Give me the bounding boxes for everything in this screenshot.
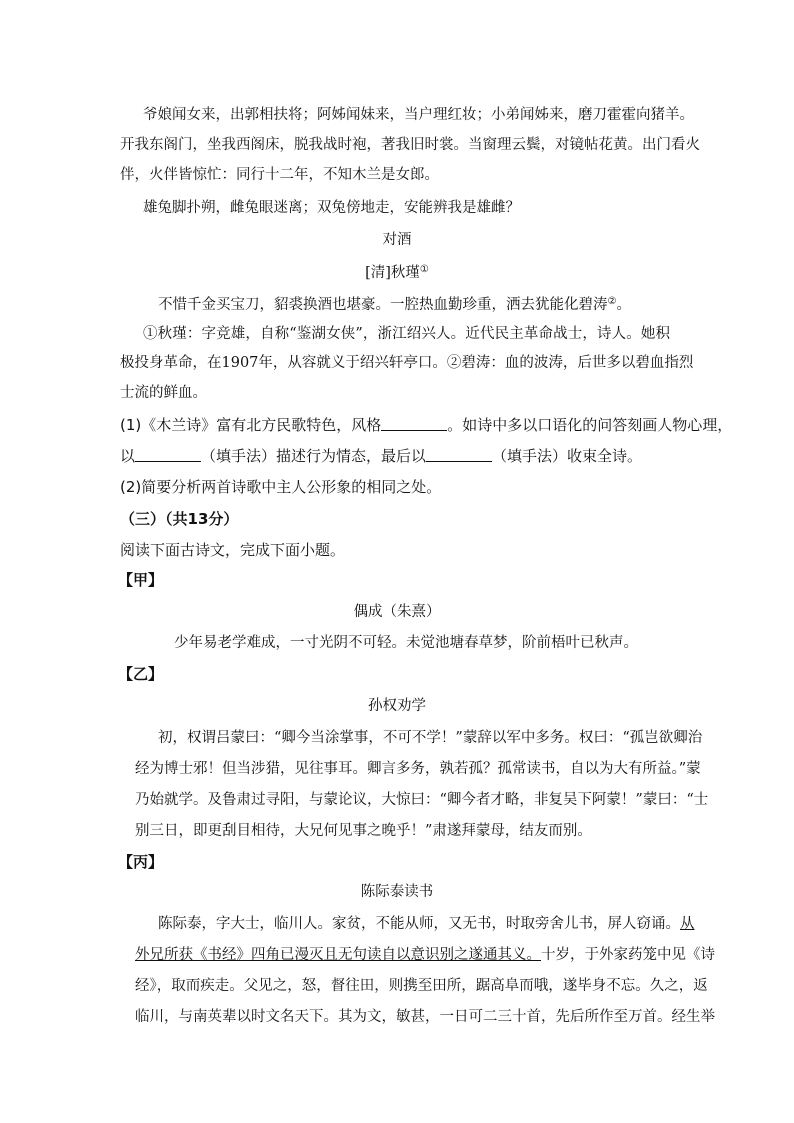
duijiu-note-3: 士流的鲜血。 [120, 385, 207, 401]
duijiu-note-2: 极投身革命，在1907年，从容就义于绍兴轩亭口。②碧涛：血的波涛，后世多以碧血指烈 [120, 355, 694, 371]
label-yi: 【乙】 [118, 665, 164, 683]
bing-line-3: 经》，取而疾走。父见之，怒，督往田，则携至田所，踞高阜而哦，遂毕身不忘。久之，返 [135, 978, 708, 994]
yi-line-4: 别三日，即更刮目相待，大兄何见事之晚乎！”肃遂拜蒙母，结友而别。 [135, 823, 592, 839]
answer-blank-3[interactable] [426, 447, 492, 462]
bing-title: 陈际泰读书 [360, 884, 434, 900]
yi-line-3: 乃始就学。及鲁肃过寻阳，与蒙论议，大惊曰：“卿今者才略，非复吴下阿蒙！”蒙曰：“士 [135, 792, 709, 808]
bing-underlined-1: 从 [680, 916, 695, 932]
question-1-text-c: 以 [120, 447, 136, 465]
mulan-line-4: 雄兔脚扑朔，雌兔眼迷离；双兔傍地走，安能辨我是雄雌？ [143, 200, 520, 216]
section-3-instruction: 阅读下面古诗文，完成下面小题。 [120, 541, 346, 559]
yi-line-1: 初，权谓吕蒙曰：“卿今当涂掌事，不可不学！”蒙辞以军中多务。权曰：“孤岂欲卿治 [158, 730, 703, 746]
bing-line-4: 临川，与南英辈以时文名天下。其为文，敏甚，一日可二三十首，先后所作至万首。经生举 [135, 1009, 715, 1025]
question-1-text-d: （填手法）描述行为情态，最后以 [201, 447, 427, 465]
yi-line-2: 经为博士邪！但当涉猎，见往事耳。卿言多务，孰若孤？孤常读书，自以为大有所益。”蒙 [135, 761, 701, 777]
bing-line-1 [158, 914, 695, 934]
duijiu-poem-end: 。 [616, 297, 631, 313]
footnote-mark-2: ② [607, 296, 617, 307]
section-3-heading: （三）（共13分） [120, 510, 239, 528]
duijiu-author-name: [清]秋瑾 [365, 265, 420, 281]
yi-title: 孙权劝学 [368, 698, 426, 714]
question-1-text-b: 。如诗中多以口语化的问答刻画人物心理， [447, 416, 733, 434]
duijiu-author [0, 260, 794, 283]
mulan-line-3: 伴，火伴皆惊忙：同行十二年，不知木兰是女郎。 [120, 167, 439, 183]
question-1-text-e: （填手法）收束全诗。 [492, 447, 643, 465]
mulan-line-1: 爷娘闻女来，出郭相扶将；阿姊闻妹来，当户理红妆；小弟闻姊来，磨刀霍霍向猪羊。 [143, 107, 694, 123]
jia-poem: 少年易老学难成，一寸光阴不可轻。未觉池塘春草梦，阶前梧叶已秋声。 [174, 635, 638, 651]
label-jia: 【甲】 [118, 571, 164, 589]
answer-blank-2[interactable] [135, 447, 201, 462]
duijiu-title: 对酒 [382, 232, 412, 248]
question-1-text-a: (1)《木兰诗》富有北方民歌特色，风格 [120, 416, 382, 434]
question-1-line-1 [120, 415, 732, 435]
duijiu-note-1: ①秋瑾：字竞雄，自称“鉴湖女侠”，浙江绍兴人。近代民主革命战士，诗人。她积 [143, 326, 670, 342]
bing-line-1-text: 陈际泰，字大士，临川人。家贫，不能从师，又无书，时取旁舍儿书，屏人窃诵。 [158, 916, 680, 932]
answer-blank-1[interactable] [381, 416, 447, 431]
duijiu-poem [158, 292, 631, 315]
mulan-line-2: 开我东阁门，坐我西阁床，脱我战时袍，著我旧时裳。当窗理云鬓，对镜帖花黄。出门看火 [120, 137, 700, 153]
footnote-mark-1: ① [419, 264, 429, 275]
question-1-line-2 [120, 446, 642, 466]
duijiu-poem-text: 不惜千金买宝刀，貂裘换酒也堪豪。一腔热血勤珍重，洒去犹能化碧涛 [158, 297, 608, 313]
label-bing: 【丙】 [118, 853, 164, 871]
bing-line-2-text: 十岁，于外家药笼中见《诗 [541, 947, 715, 963]
question-2: (2)简要分析两首诗歌中主人公形象的相同之处。 [120, 478, 442, 496]
jia-title: 偶成（朱熹） [353, 604, 441, 620]
bing-underlined-2: 外兄所获《书经》四角已漫灭且无句读自以意识别之遂通其义。 [135, 947, 541, 963]
bing-line-2 [135, 945, 715, 965]
